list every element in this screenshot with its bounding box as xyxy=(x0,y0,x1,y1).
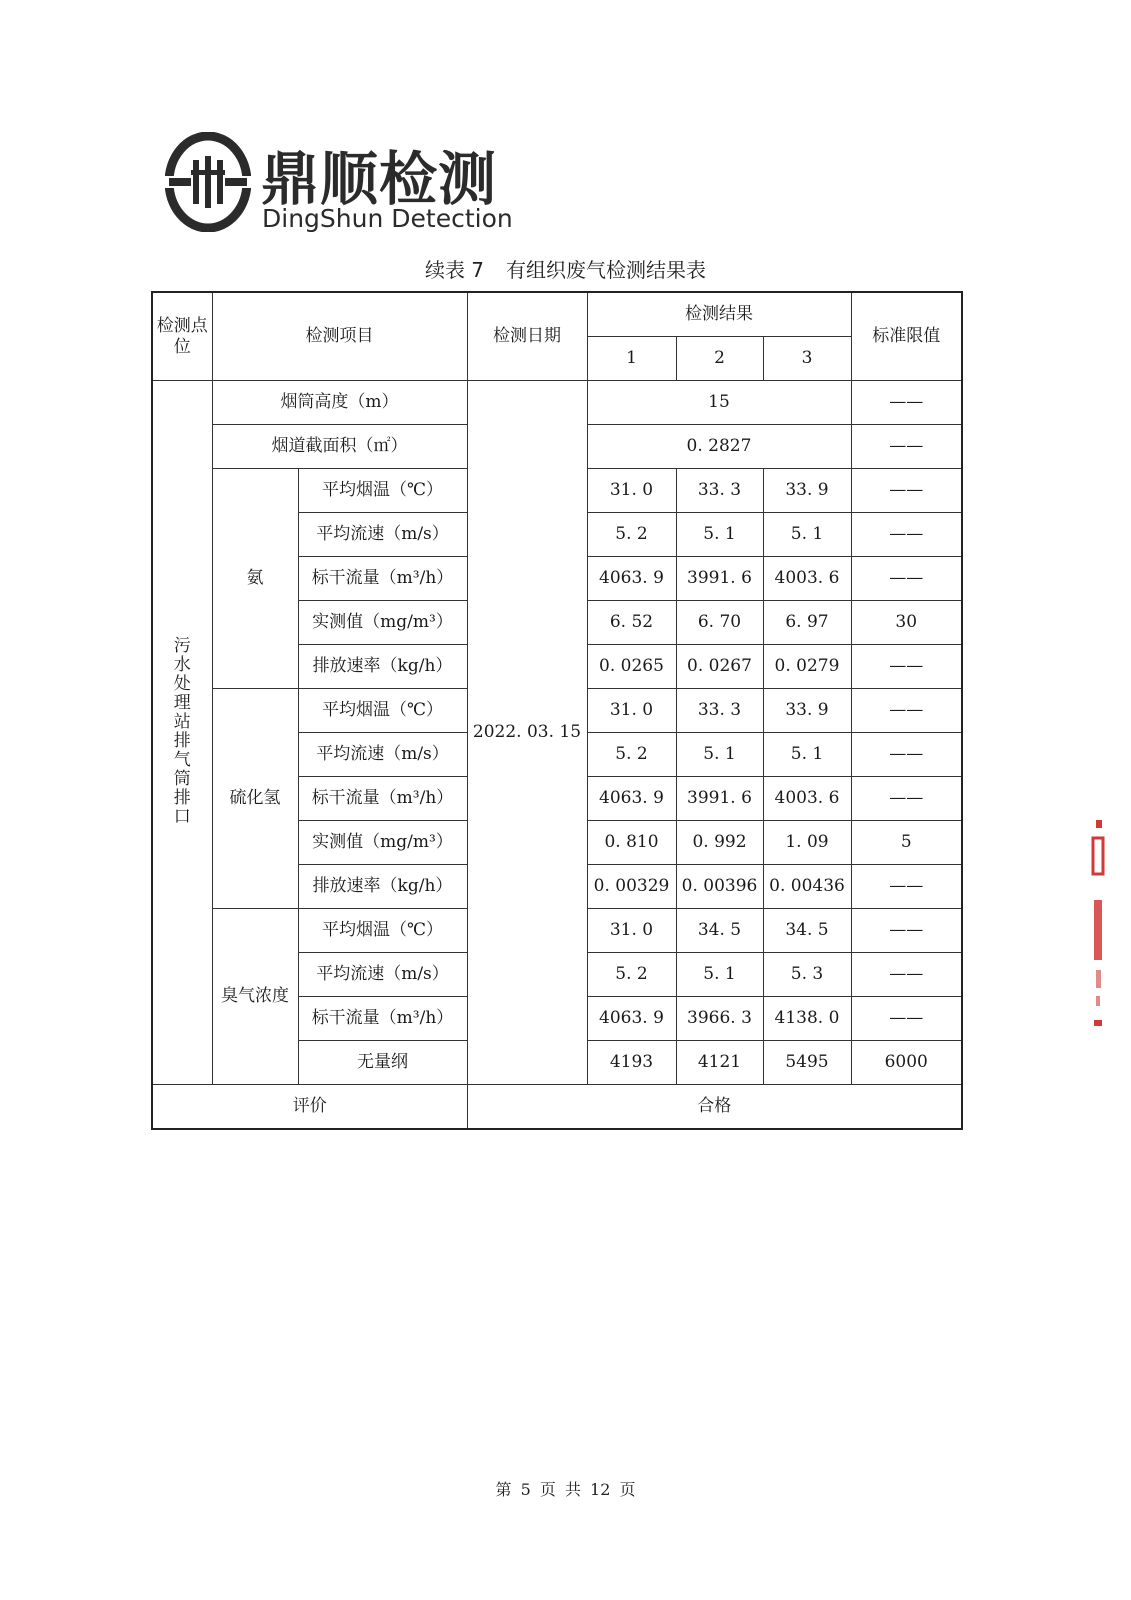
result-value-run-1: 4063. 9 xyxy=(587,557,676,601)
result-value-run-3: 5. 1 xyxy=(763,733,851,777)
result-value-run-3: 4003. 6 xyxy=(763,557,851,601)
result-value-run-2: 5. 1 xyxy=(676,733,763,777)
dingshun-emblem-icon xyxy=(165,132,251,232)
measure-label: 无量纲 xyxy=(298,1041,467,1085)
result-value-run-3: 34. 5 xyxy=(763,909,851,953)
duct-area-limit: —— xyxy=(851,425,962,469)
limit-value: —— xyxy=(851,645,962,689)
result-value-run-3: 0. 00436 xyxy=(763,865,851,909)
limit-value: —— xyxy=(851,997,962,1041)
header-date: 检测日期 xyxy=(467,292,587,381)
result-value-run-1: 31. 0 xyxy=(587,469,676,513)
limit-value: —— xyxy=(851,909,962,953)
result-value-run-3: 5. 1 xyxy=(763,513,851,557)
header-row xyxy=(152,292,962,337)
measure-label: 排放速率（kg/h） xyxy=(298,645,467,689)
limit-value: —— xyxy=(851,513,962,557)
limit-value: —— xyxy=(851,689,962,733)
result-value-run-1: 6. 52 xyxy=(587,601,676,645)
limit-value: —— xyxy=(851,777,962,821)
page-number: 第 5 页 共 12 页 xyxy=(495,1480,636,1499)
result-value-run-2: 4121 xyxy=(676,1041,763,1085)
result-value-run-2: 3991. 6 xyxy=(676,777,763,821)
measure-label: 平均流速（m/s） xyxy=(298,953,467,997)
result-value-run-2: 5. 1 xyxy=(676,513,763,557)
result-value-run-2: 5. 1 xyxy=(676,953,763,997)
limit-value: 6000 xyxy=(851,1041,962,1085)
result-value-run-2: 33. 3 xyxy=(676,689,763,733)
result-value-run-2: 3991. 6 xyxy=(676,557,763,601)
measure-label: 实测值（mg/m³） xyxy=(298,601,467,645)
stack-height-limit: —— xyxy=(851,381,962,425)
limit-value: 30 xyxy=(851,601,962,645)
date-cell: 2022. 03. 15 xyxy=(467,381,587,1085)
red-stamp-fragment xyxy=(1090,820,1108,1040)
caption-title: 有组织废气检测结果表 xyxy=(506,258,707,282)
result-value-run-3: 33. 9 xyxy=(763,469,851,513)
result-value-run-3: 5495 xyxy=(763,1041,851,1085)
header-result: 检测结果 xyxy=(587,292,851,337)
result-value-run-1: 31. 0 xyxy=(587,909,676,953)
limit-value: —— xyxy=(851,733,962,777)
limit-value: —— xyxy=(851,953,962,997)
measure-label: 排放速率（kg/h） xyxy=(298,865,467,909)
evaluation-label: 评价 xyxy=(152,1085,467,1130)
header-run-1: 1 xyxy=(587,337,676,381)
measure-label: 标干流量（m³/h） xyxy=(298,777,467,821)
stack-height-row xyxy=(152,381,962,425)
result-value-run-3: 4138. 0 xyxy=(763,997,851,1041)
result-value-run-2: 33. 3 xyxy=(676,469,763,513)
duct-area-value: 0. 2827 xyxy=(587,425,851,469)
result-value-run-2: 0. 00396 xyxy=(676,865,763,909)
station-cell: 污水处理站排气筒排口 xyxy=(152,381,212,1085)
result-value-run-3: 33. 9 xyxy=(763,689,851,733)
header-run-3: 3 xyxy=(763,337,851,381)
stack-height-value: 15 xyxy=(587,381,851,425)
limit-value: 5 xyxy=(851,821,962,865)
result-value-run-3: 4003. 6 xyxy=(763,777,851,821)
result-value-run-1: 4193 xyxy=(587,1041,676,1085)
header-limit: 标准限值 xyxy=(851,292,962,381)
measure-label: 实测值（mg/m³） xyxy=(298,821,467,865)
caption-label: 续表 7 xyxy=(424,258,485,282)
evaluation-row xyxy=(152,1085,962,1130)
result-value-run-1: 0. 810 xyxy=(587,821,676,865)
limit-value: —— xyxy=(851,469,962,513)
header-run-2: 2 xyxy=(676,337,763,381)
evaluation-value: 合格 xyxy=(467,1085,962,1130)
result-value-run-3: 5. 3 xyxy=(763,953,851,997)
result-value-run-2: 0. 0267 xyxy=(676,645,763,689)
measure-label: 平均流速（m/s） xyxy=(298,733,467,777)
measure-label: 标干流量（m³/h） xyxy=(298,997,467,1041)
company-logo xyxy=(165,128,513,240)
result-value-run-1: 0. 0265 xyxy=(587,645,676,689)
results-table xyxy=(151,291,963,1130)
result-value-run-1: 31. 0 xyxy=(587,689,676,733)
duct-area-label: 烟道截面积（㎡） xyxy=(212,425,467,469)
result-value-run-2: 0. 992 xyxy=(676,821,763,865)
header-item: 检测项目 xyxy=(212,292,467,381)
result-value-run-3: 1. 09 xyxy=(763,821,851,865)
logo-english-name: DingShun Detection xyxy=(262,204,513,233)
result-value-run-1: 5. 2 xyxy=(587,953,676,997)
limit-value: —— xyxy=(851,865,962,909)
result-value-run-3: 6. 97 xyxy=(763,601,851,645)
pollutant-group-name: 臭气浓度 xyxy=(212,909,298,1085)
result-value-run-2: 34. 5 xyxy=(676,909,763,953)
result-value-run-1: 4063. 9 xyxy=(587,997,676,1041)
logo-chinese-name: 鼎顺检测 xyxy=(261,145,498,213)
result-value-run-3: 0. 0279 xyxy=(763,645,851,689)
result-value-run-1: 4063. 9 xyxy=(587,777,676,821)
measure-label: 标干流量（m³/h） xyxy=(298,557,467,601)
result-value-run-2: 3966. 3 xyxy=(676,997,763,1041)
result-value-run-1: 0. 00329 xyxy=(587,865,676,909)
pollutant-group-name: 氨 xyxy=(212,469,298,689)
pollutant-group-name: 硫化氢 xyxy=(212,689,298,909)
result-value-run-2: 6. 70 xyxy=(676,601,763,645)
stack-height-label: 烟筒高度（m） xyxy=(212,381,467,425)
measure-label: 平均烟温（℃） xyxy=(298,469,467,513)
table-caption xyxy=(0,254,1131,283)
header-point: 检测点位 xyxy=(152,292,212,381)
measure-label: 平均烟温（℃） xyxy=(298,909,467,953)
limit-value: —— xyxy=(851,557,962,601)
result-value-run-1: 5. 2 xyxy=(587,733,676,777)
measure-label: 平均烟温（℃） xyxy=(298,689,467,733)
measure-label: 平均流速（m/s） xyxy=(298,513,467,557)
result-value-run-1: 5. 2 xyxy=(587,513,676,557)
